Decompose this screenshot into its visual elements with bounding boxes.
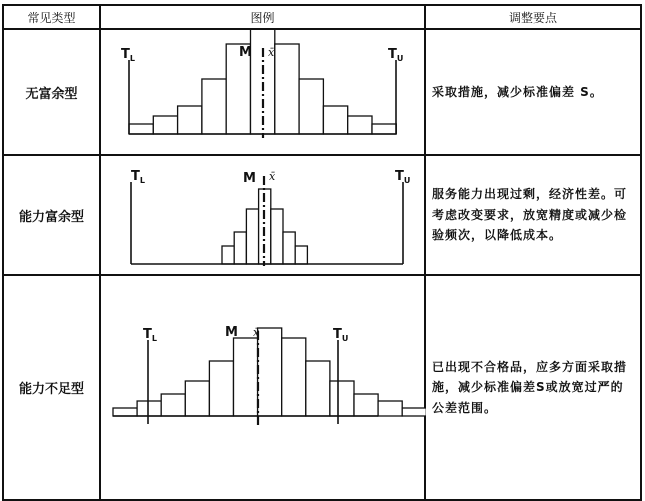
figure-cell [100, 155, 425, 275]
tl-label: $T_L$ [131, 169, 145, 185]
figure-cell [100, 29, 425, 155]
histogram-bar [323, 106, 347, 134]
histogram-bar [275, 44, 299, 134]
histogram-bar [161, 394, 185, 416]
xbar-label: x̄ [268, 46, 275, 59]
tl-label: $T_L$ [143, 327, 157, 343]
header-row [3, 5, 641, 29]
m-label: M [243, 171, 256, 186]
row-tip-text: 服务能力出现过剩，经济性差。可考虑改变要求，放宽精度或减少检验频次，以降低成本。 [425, 155, 641, 275]
histogram-bar [202, 79, 226, 134]
histogram-bars [113, 328, 426, 416]
histogram-bar [222, 246, 234, 264]
main-table-wrapper [2, 4, 642, 495]
header-tips: 调整要点 [425, 5, 641, 29]
row-type-label: 无富余型 [3, 29, 100, 155]
control-chart-types-table [2, 4, 642, 501]
histogram-bar [372, 124, 396, 134]
figure-cell [100, 275, 425, 500]
histogram-bar [306, 361, 330, 416]
histogram-bar [283, 232, 295, 264]
histogram-bar [234, 232, 246, 264]
histogram-bar [185, 381, 209, 416]
histogram-bar [271, 209, 283, 264]
tu-label: $T_U$ [388, 47, 404, 63]
histogram-bar [330, 381, 354, 416]
histogram-bar [129, 124, 153, 134]
header-type: 常见类型 [3, 5, 100, 29]
row-type-label: 能力富余型 [3, 155, 100, 275]
histogram-bar [137, 401, 161, 416]
histogram-bar [402, 408, 426, 416]
histogram-bar [354, 394, 378, 416]
row-capacity-insufficient [3, 275, 641, 500]
header-figure: 图例 [100, 5, 425, 29]
histogram-bar [295, 246, 307, 264]
histogram-bar [246, 209, 258, 264]
xbar-label: x̄ [253, 326, 260, 339]
histogram-bar [299, 79, 323, 134]
histogram-bar [113, 408, 137, 416]
histogram-bar [234, 338, 258, 416]
histogram-bar [258, 328, 282, 416]
m-label: M [225, 325, 238, 340]
histogram-bar [348, 116, 372, 134]
row-capacity-surplus [3, 155, 641, 275]
histogram-figure [101, 276, 426, 499]
histogram-bar [178, 106, 202, 134]
histogram-bar [153, 116, 177, 134]
row-tip-text: 已出现不合格品，应多方面采取措施，减少标准偏差S或放宽过严的公差范围。 [425, 275, 641, 500]
histogram-bar [378, 401, 402, 416]
histogram-figure [101, 30, 426, 154]
xbar-label: x̄ [269, 170, 276, 183]
histogram-bar [282, 338, 306, 416]
tu-label: $T_U$ [333, 327, 349, 343]
histogram-figure [101, 156, 426, 274]
row-tip-text: 采取措施，减少标准偏差 S。 [425, 29, 641, 155]
row-no-margin [3, 29, 641, 155]
tl-label: $T_L$ [121, 47, 135, 63]
histogram-bar [209, 361, 233, 416]
m-label: M [239, 45, 252, 60]
row-type-label: 能力不足型 [3, 275, 100, 500]
tu-label: $T_U$ [395, 169, 411, 185]
